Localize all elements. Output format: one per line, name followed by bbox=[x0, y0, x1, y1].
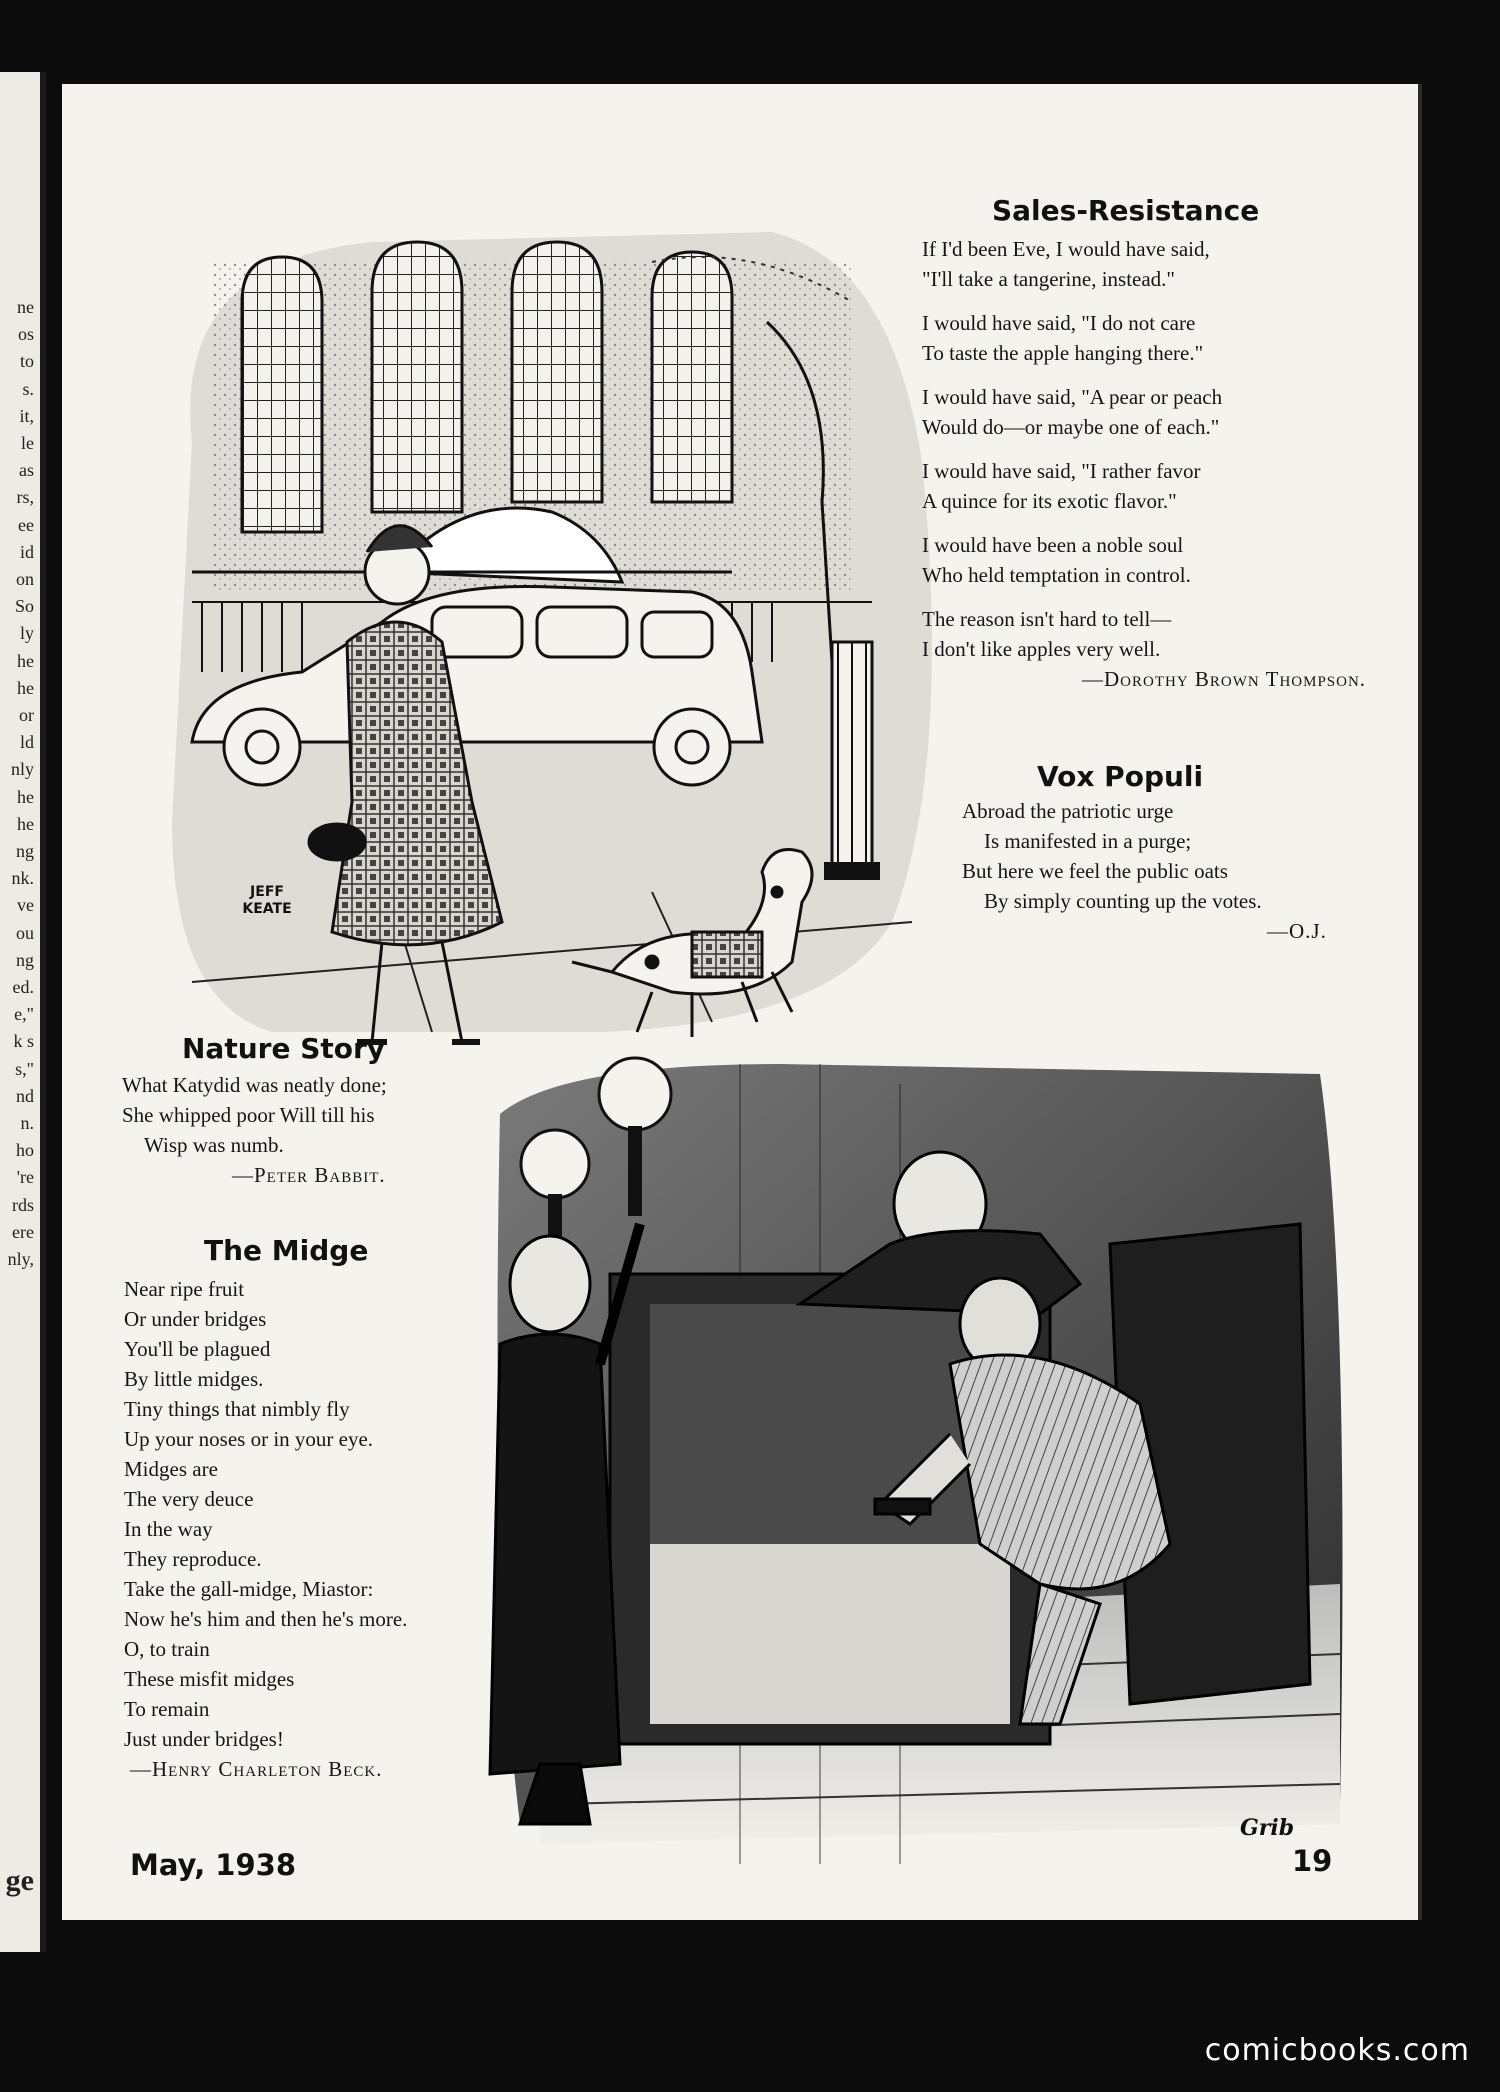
poem-author: —Dorothy Brown Thompson. bbox=[1082, 667, 1367, 691]
left-page-text-fragment: he bbox=[17, 650, 34, 671]
poem-line: These misfit midges bbox=[124, 1667, 295, 1691]
left-page-text-fragment: le bbox=[21, 433, 34, 453]
left-page-text-fragment: nd bbox=[16, 1085, 34, 1106]
cartoonist-signature-keate: JEFF KEATE bbox=[242, 884, 292, 917]
left-page-text-fragment: it, bbox=[19, 405, 34, 426]
poem-line: She whipped poor Will till his bbox=[122, 1103, 375, 1127]
left-page-text-fragment: nly, bbox=[7, 1249, 34, 1269]
poem-line: I would have been a noble soul bbox=[922, 533, 1184, 557]
left-page-text-fragment: 're bbox=[16, 1167, 34, 1188]
left-page-text-fragment: ge bbox=[5, 1864, 34, 1897]
poem-line: Just under bridges! bbox=[124, 1727, 284, 1751]
poem-vox-populi bbox=[962, 796, 1382, 946]
left-page-text-fragment: ou bbox=[16, 922, 34, 943]
poem-line: Up your noses or in your eye. bbox=[124, 1427, 374, 1451]
left-page-text-fragment: on bbox=[16, 569, 34, 589]
poem-author: —Peter Babbit. bbox=[232, 1163, 386, 1187]
poem-line: You'll be plagued bbox=[124, 1337, 271, 1361]
poem-line: I don't like apples very well. bbox=[922, 637, 1161, 661]
left-page-text-fragment: id bbox=[19, 541, 34, 562]
poem-line: The reason isn't hard to tell— bbox=[922, 607, 1172, 631]
left-page-text-fragment: ho bbox=[16, 1140, 34, 1161]
poem-line: Now he's him and then he's more. bbox=[124, 1607, 408, 1631]
left-page-text-fragment: as bbox=[19, 460, 34, 481]
poem-nature-story bbox=[122, 1070, 502, 1190]
stanza-gap bbox=[922, 590, 1382, 604]
poem-author: —Henry Charleton Beck. bbox=[130, 1757, 383, 1781]
poem-line: I would have said, "I rather favor bbox=[922, 459, 1201, 483]
courtroom-illustration bbox=[480, 984, 1360, 1864]
left-page-text-fragment: nly bbox=[10, 759, 34, 780]
title-the-midge: The Midge bbox=[204, 1234, 369, 1267]
poem-line: To remain bbox=[124, 1697, 210, 1721]
title-nature-story: Nature Story bbox=[182, 1032, 386, 1065]
left-page-text-fragment: or bbox=[19, 705, 34, 725]
left-page-text-fragment: e," bbox=[14, 1004, 34, 1025]
left-page-text-fragment: to bbox=[19, 351, 34, 372]
cartoon-street-scene bbox=[132, 202, 952, 1052]
page-number: 19 bbox=[1292, 1844, 1333, 1878]
left-page-text-fragment: os bbox=[17, 324, 34, 345]
poem-the-midge bbox=[124, 1274, 544, 1784]
left-page-text-fragment: rds bbox=[12, 1194, 34, 1215]
poem-line: Who held temptation in control. bbox=[922, 563, 1191, 587]
left-page-text-fragment: ee bbox=[18, 514, 34, 535]
poem-line: But here we feel the public oats bbox=[962, 859, 1228, 883]
left-page-text-fragment: ve bbox=[17, 895, 34, 916]
poem-line: O, to train bbox=[124, 1637, 210, 1661]
stanza-gap bbox=[922, 368, 1382, 382]
left-page-text-fragment: ne bbox=[17, 297, 34, 317]
cartoon-courtroom-scene bbox=[480, 984, 1360, 1864]
poem-line: If I'd been Eve, I would have said, bbox=[922, 237, 1210, 261]
cartoonist-signature-grib: Grib bbox=[1240, 1815, 1295, 1841]
left-page-text-fragment: ng bbox=[16, 841, 34, 861]
poem-line: To taste the apple hanging there." bbox=[922, 341, 1204, 365]
poem-line: The very deuce bbox=[124, 1487, 254, 1511]
poem-line: In the way bbox=[124, 1517, 213, 1541]
stanza-gap bbox=[922, 294, 1382, 308]
poem-line: Abroad the patriotic urge bbox=[962, 799, 1174, 823]
stanza-gap bbox=[922, 516, 1382, 530]
poem-line: Midges are bbox=[124, 1457, 218, 1481]
title-sales-resistance: Sales-Resistance bbox=[992, 194, 1260, 227]
left-page-text-fragment: So bbox=[14, 596, 34, 617]
magazine-page bbox=[62, 84, 1418, 1920]
poem-line: By little midges. bbox=[124, 1367, 264, 1391]
poem-line: A quince for its exotic flavor." bbox=[922, 489, 1177, 513]
left-page-text-fragment: he bbox=[17, 677, 34, 698]
poem-sales-resistance bbox=[922, 234, 1382, 694]
left-page-text-fragment: ly bbox=[19, 623, 34, 644]
poem-line: By simply counting up the votes. bbox=[984, 889, 1262, 913]
stanza-gap bbox=[922, 442, 1382, 456]
issue-date: May, 1938 bbox=[130, 1848, 297, 1882]
left-page-text-fragment: s. bbox=[22, 378, 34, 399]
poem-line: Wisp was numb. bbox=[144, 1133, 284, 1157]
poem-line: Take the gall-midge, Miastor: bbox=[124, 1577, 374, 1601]
poem-line: Or under bridges bbox=[124, 1307, 267, 1331]
poem-line: Near ripe fruit bbox=[124, 1277, 245, 1301]
poem-author: —O.J. bbox=[1267, 919, 1327, 943]
poem-line: Is manifested in a purge; bbox=[984, 829, 1192, 853]
poem-line: Tiny things that nimbly fly bbox=[124, 1397, 350, 1421]
left-page-text-fragment: ed. bbox=[12, 977, 34, 997]
poem-line: I would have said, "A pear or peach bbox=[922, 385, 1223, 409]
poem-line: "I'll take a tangerine, instead." bbox=[922, 267, 1175, 291]
poem-line: What Katydid was neatly done; bbox=[122, 1073, 387, 1097]
left-page-text-fragment: he bbox=[17, 786, 34, 807]
left-page-text-fragment: s," bbox=[15, 1058, 34, 1079]
left-page-text-fragment: n. bbox=[20, 1113, 34, 1133]
poem-line: I would have said, "I do not care bbox=[922, 311, 1196, 335]
left-page-text-fragment: nk. bbox=[11, 868, 34, 889]
left-page-edge bbox=[0, 72, 46, 1952]
left-page-text-fragment: ld bbox=[19, 732, 34, 753]
watermark: comicbooks.com bbox=[1204, 2033, 1470, 2068]
title-vox-populi: Vox Populi bbox=[1037, 760, 1204, 793]
street-scene-illustration bbox=[132, 202, 952, 1052]
left-page-text-fragment: ere bbox=[12, 1221, 34, 1242]
left-page-text-fragment: rs, bbox=[16, 487, 34, 508]
left-page-text-fragment: he bbox=[17, 813, 34, 834]
poem-line: Would do—or maybe one of each." bbox=[922, 415, 1220, 439]
left-page-text-fragment: ng bbox=[16, 949, 34, 970]
left-page-text-fragment: k s bbox=[13, 1031, 34, 1052]
poem-line: They reproduce. bbox=[124, 1547, 262, 1571]
